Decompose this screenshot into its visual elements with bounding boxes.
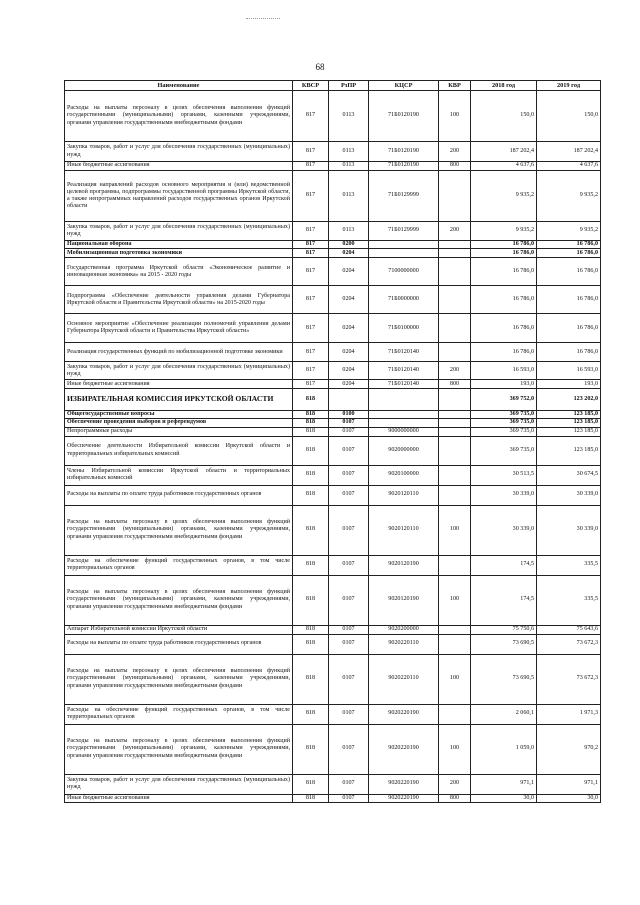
cell-rzpr: 0107 xyxy=(329,794,369,802)
cell-kvr: 800 xyxy=(439,794,471,802)
cell-kcsr xyxy=(369,241,439,249)
cell-kcsr: 9020120190 xyxy=(369,555,439,575)
cell-y2018: 16 786,0 xyxy=(471,258,537,286)
cell-rzpr: 0204 xyxy=(329,362,369,380)
cell-name: Общегосударственные вопросы xyxy=(65,411,293,419)
cell-y2018: 30 339,0 xyxy=(471,505,537,555)
table-row xyxy=(65,465,601,485)
cell-kcsr: 71Б0120140 xyxy=(369,343,439,362)
cell-kvsr: 818 xyxy=(293,411,329,419)
cell-name: Реализация направлений расходов основного мероприятия и (или) ведомственной целевой программы, подпрограммы государственной программы Иркутской области, а также непрограммных направлений расходов государственных органов Иркутской области xyxy=(65,171,293,222)
table-row xyxy=(65,704,601,724)
table-row xyxy=(65,142,601,162)
header-kcsr: КЦСР xyxy=(369,81,439,91)
cell-y2019: 187 202,4 xyxy=(537,142,601,162)
cell-name: Расходы на выплаты персоналу в целях обеспечения выполнения функций государственными (муниципальными) органами, казенными учреждениями, органами управления государственными внебюджетными фондами xyxy=(65,505,293,555)
cell-name: Обеспечение проведения выборов и референдумов xyxy=(65,419,293,427)
cell-name: Закупка товаров, работ и услуг для обеспечения государственных (муниципальных) нужд xyxy=(65,142,293,162)
cell-kcsr: 9020100000 xyxy=(369,465,439,485)
cell-y2019: 16 786,0 xyxy=(537,249,601,258)
cell-kvr: 100 xyxy=(439,575,471,625)
cell-rzpr: 0107 xyxy=(329,555,369,575)
cell-y2018: 75 750,6 xyxy=(471,625,537,634)
cell-name: ИЗБИРАТЕЛЬНАЯ КОМИССИЯ ИРКУТСКОЙ ОБЛАСТИ xyxy=(65,389,293,411)
cell-y2018: 73 690,5 xyxy=(471,634,537,654)
cell-y2019: 16 786,0 xyxy=(537,241,601,249)
cell-rzpr: 0204 xyxy=(329,286,369,314)
cell-kvr xyxy=(439,171,471,222)
cell-kvr xyxy=(439,241,471,249)
cell-name: Расходы на выплаты персоналу в целях обеспечения выполнения функций государственными (муниципальными) органами, казенными учреждениями, органами управления государственными внебюджетными фондами xyxy=(65,724,293,774)
cell-rzpr: 0107 xyxy=(329,634,369,654)
cell-kvr: 100 xyxy=(439,505,471,555)
cell-y2019: 30 674,5 xyxy=(537,465,601,485)
cell-y2019: 30 339,0 xyxy=(537,485,601,505)
cell-kvr xyxy=(439,389,471,411)
table-row xyxy=(65,162,601,171)
cell-kcsr: 9020220190 xyxy=(369,774,439,794)
cell-rzpr: 0107 xyxy=(329,704,369,724)
cell-kvsr: 818 xyxy=(293,774,329,794)
cell-rzpr: 0107 xyxy=(329,724,369,774)
cell-kvr xyxy=(439,314,471,343)
cell-y2018: 2 060,1 xyxy=(471,704,537,724)
cell-y2019: 16 786,0 xyxy=(537,314,601,343)
cell-kcsr: 9020220190 xyxy=(369,794,439,802)
table-row xyxy=(65,314,601,343)
cell-kvsr: 817 xyxy=(293,222,329,241)
cell-y2019: 75 643,6 xyxy=(537,625,601,634)
table-header-row xyxy=(65,81,601,91)
table-row xyxy=(65,343,601,362)
cell-kcsr: 9020120110 xyxy=(369,485,439,505)
cell-y2019: 30 339,0 xyxy=(537,505,601,555)
cell-rzpr: 0100 xyxy=(329,411,369,419)
cell-kvsr: 817 xyxy=(293,171,329,222)
cell-kvsr: 818 xyxy=(293,575,329,625)
cell-kvr: 800 xyxy=(439,380,471,389)
cell-y2019: 123 185,0 xyxy=(537,427,601,436)
cell-y2018: 16 786,0 xyxy=(471,249,537,258)
cell-kvr xyxy=(439,249,471,258)
cell-kcsr: 71Б0100000 xyxy=(369,314,439,343)
cell-kvr xyxy=(439,258,471,286)
cell-kvsr: 817 xyxy=(293,314,329,343)
cell-name: Обеспечение деятельности Избирательной комиссии Иркутской области и территориальных избирательных комиссий xyxy=(65,436,293,465)
cell-y2019: 150,0 xyxy=(537,91,601,142)
table-body xyxy=(65,91,601,803)
cell-kcsr xyxy=(369,411,439,419)
cell-y2019: 73 672,3 xyxy=(537,654,601,704)
cell-y2019: 9 935,2 xyxy=(537,171,601,222)
cell-kvr: 800 xyxy=(439,162,471,171)
cell-kcsr: 9000000000 xyxy=(369,427,439,436)
cell-y2019: 970,2 xyxy=(537,724,601,774)
table-row xyxy=(65,505,601,555)
cell-y2019: 123 185,0 xyxy=(537,411,601,419)
cell-name: Подпрограмма «Обеспечение деятельности управления делами Губернатора Иркутской области и Правительства Иркутской области» на 2015-2020 годы xyxy=(65,286,293,314)
cell-rzpr: 0204 xyxy=(329,380,369,389)
cell-kcsr: 71Б0120140 xyxy=(369,380,439,389)
cell-y2019: 9 935,2 xyxy=(537,222,601,241)
cell-kvr xyxy=(439,436,471,465)
header-kvsr: КВСР xyxy=(293,81,329,91)
table-row xyxy=(65,555,601,575)
cell-kvsr: 817 xyxy=(293,362,329,380)
cell-y2018: 16 786,0 xyxy=(471,343,537,362)
table-row xyxy=(65,380,601,389)
cell-y2018: 73 690,5 xyxy=(471,654,537,704)
table-row xyxy=(65,625,601,634)
table-row xyxy=(65,485,601,505)
cell-kcsr: 71Б0120190 xyxy=(369,142,439,162)
table-row xyxy=(65,91,601,142)
cell-y2018: 971,1 xyxy=(471,774,537,794)
cell-rzpr: 0107 xyxy=(329,575,369,625)
cell-kvr xyxy=(439,465,471,485)
cell-kvsr: 818 xyxy=(293,704,329,724)
cell-name: Аппарат Избирательной комиссии Иркутской области xyxy=(65,625,293,634)
cell-kcsr: 9020220110 xyxy=(369,634,439,654)
cell-kvsr: 817 xyxy=(293,286,329,314)
cell-rzpr: 0107 xyxy=(329,625,369,634)
table-row xyxy=(65,724,601,774)
cell-kvr xyxy=(439,485,471,505)
cell-name: Иные бюджетные ассигнования xyxy=(65,162,293,171)
cell-y2018: 16 786,0 xyxy=(471,314,537,343)
cell-rzpr: 0204 xyxy=(329,249,369,258)
cell-y2019: 16 786,0 xyxy=(537,258,601,286)
cell-name: Основное мероприятие «Обеспечение реализации полномочий управления делами Губернатора Иркутской области и Правительства Иркутской области» xyxy=(65,314,293,343)
cell-y2019: 193,0 xyxy=(537,380,601,389)
cell-name: Иные бюджетные ассигнования xyxy=(65,380,293,389)
cell-kvsr: 817 xyxy=(293,162,329,171)
cell-rzpr: 0200 xyxy=(329,241,369,249)
cell-kcsr xyxy=(369,389,439,411)
cell-kcsr: 9020000000 xyxy=(369,436,439,465)
cell-kcsr: 71Б0129999 xyxy=(369,171,439,222)
cell-rzpr: 0107 xyxy=(329,427,369,436)
table-row xyxy=(65,427,601,436)
cell-kvsr: 817 xyxy=(293,258,329,286)
cell-y2019: 16 593,0 xyxy=(537,362,601,380)
cell-y2019: 335,5 xyxy=(537,575,601,625)
cell-kvr xyxy=(439,419,471,427)
cell-y2019: 123 202,0 xyxy=(537,389,601,411)
cell-name: Государственная программа Иркутской области «Экономическое развитие и инновационная экономика» на 2015 - 2020 годы xyxy=(65,258,293,286)
cell-y2019: 30,0 xyxy=(537,794,601,802)
cell-name: Расходы на выплаты персоналу в целях обеспечения выполнения функций государственными (муниципальными) органами, казенными учреждениями, органами управления государственными внебюджетными фондами xyxy=(65,91,293,142)
cell-kvsr: 817 xyxy=(293,380,329,389)
cell-kvsr: 818 xyxy=(293,724,329,774)
cell-kvr: 200 xyxy=(439,774,471,794)
cell-kvsr: 817 xyxy=(293,249,329,258)
cell-kcsr: 9020220110 xyxy=(369,654,439,704)
cell-rzpr: 0107 xyxy=(329,465,369,485)
table-row xyxy=(65,436,601,465)
table-row xyxy=(65,654,601,704)
cell-name: Расходы на выплаты персоналу в целях обеспечения выполнения функций государственными (муниципальными) органами, казенными учреждениями, органами управления государственными внебюджетными фондами xyxy=(65,654,293,704)
cell-y2019: 16 786,0 xyxy=(537,286,601,314)
cell-kcsr xyxy=(369,249,439,258)
cell-y2018: 1 059,0 xyxy=(471,724,537,774)
cell-y2018: 9 935,2 xyxy=(471,222,537,241)
cell-name: Расходы на обеспечение функций государственных органов, в том числе территориальных органов xyxy=(65,555,293,575)
cell-kvsr: 818 xyxy=(293,419,329,427)
cell-y2019: 971,1 xyxy=(537,774,601,794)
cell-y2018: 150,0 xyxy=(471,91,537,142)
table-row xyxy=(65,362,601,380)
cell-name: Закупка товаров, работ и услуг для обеспечения государственных (муниципальных) нужд xyxy=(65,774,293,794)
budget-table xyxy=(64,80,601,803)
cell-rzpr: 0107 xyxy=(329,654,369,704)
cell-y2019: 1 971,3 xyxy=(537,704,601,724)
cell-kcsr: 9020220190 xyxy=(369,724,439,774)
cell-kvr xyxy=(439,625,471,634)
cell-y2018: 369 735,0 xyxy=(471,436,537,465)
cell-kvsr: 818 xyxy=(293,654,329,704)
table-row xyxy=(65,575,601,625)
cell-name: Закупка товаров, работ и услуг для обеспечения государственных (муниципальных) нужд xyxy=(65,362,293,380)
cell-rzpr: 0107 xyxy=(329,505,369,555)
cell-rzpr: 0113 xyxy=(329,91,369,142)
cell-kvsr: 818 xyxy=(293,389,329,411)
cell-kvsr: 818 xyxy=(293,625,329,634)
cell-kcsr: 71Б0120190 xyxy=(369,91,439,142)
cell-kvr: 200 xyxy=(439,142,471,162)
cell-y2018: 30,0 xyxy=(471,794,537,802)
cell-kvr xyxy=(439,411,471,419)
cell-kvsr: 817 xyxy=(293,343,329,362)
cell-name: Расходы на выплаты по оплате труда работников государственных органов xyxy=(65,485,293,505)
cell-kvsr: 817 xyxy=(293,241,329,249)
cell-kvsr: 818 xyxy=(293,465,329,485)
cell-kvr: 100 xyxy=(439,654,471,704)
cell-kvsr: 818 xyxy=(293,505,329,555)
cell-y2018: 9 935,2 xyxy=(471,171,537,222)
cell-kvsr: 818 xyxy=(293,436,329,465)
cell-name: Непрограммные расходы xyxy=(65,427,293,436)
cell-kcsr: 7100000000 xyxy=(369,258,439,286)
cell-kvr xyxy=(439,343,471,362)
cell-y2019: 4 637,6 xyxy=(537,162,601,171)
cell-kvr: 200 xyxy=(439,222,471,241)
table-row xyxy=(65,634,601,654)
header-kvr: КВР xyxy=(439,81,471,91)
cell-y2018: 369 752,0 xyxy=(471,389,537,411)
cell-name: Расходы на выплаты по оплате труда работников государственных органов xyxy=(65,634,293,654)
cell-y2018: 174,5 xyxy=(471,555,537,575)
cell-name: Расходы на обеспечение функций государственных органов, в том числе территориальных органов xyxy=(65,704,293,724)
cell-y2018: 174,5 xyxy=(471,575,537,625)
cell-kvsr: 817 xyxy=(293,142,329,162)
cell-kvsr: 817 xyxy=(293,91,329,142)
cell-kvsr: 818 xyxy=(293,794,329,802)
cell-kcsr: 71Б0000000 xyxy=(369,286,439,314)
table-row xyxy=(65,419,601,427)
cell-y2018: 16 593,0 xyxy=(471,362,537,380)
table-row xyxy=(65,249,601,258)
cell-y2018: 187 202,4 xyxy=(471,142,537,162)
cell-kcsr: 9020220190 xyxy=(369,704,439,724)
table-row xyxy=(65,258,601,286)
table-row xyxy=(65,389,601,411)
table-row xyxy=(65,241,601,249)
cell-y2018: 4 637,6 xyxy=(471,162,537,171)
header-2019: 2019 год xyxy=(537,81,601,91)
cell-y2019: 16 786,0 xyxy=(537,343,601,362)
cell-y2019: 335,5 xyxy=(537,555,601,575)
cell-kvsr: 818 xyxy=(293,634,329,654)
cell-y2018: 16 786,0 xyxy=(471,241,537,249)
cell-rzpr: 0113 xyxy=(329,171,369,222)
cell-rzpr: 0107 xyxy=(329,436,369,465)
cell-y2019: 123 185,0 xyxy=(537,419,601,427)
cell-y2018: 193,0 xyxy=(471,380,537,389)
cell-kvr xyxy=(439,704,471,724)
table-row xyxy=(65,774,601,794)
cell-rzpr: 0113 xyxy=(329,162,369,171)
cell-kvr xyxy=(439,555,471,575)
table-row xyxy=(65,286,601,314)
table-row xyxy=(65,794,601,802)
cell-y2018: 30 339,0 xyxy=(471,485,537,505)
cell-y2018: 369 735,0 xyxy=(471,427,537,436)
table-row xyxy=(65,171,601,222)
cell-kcsr xyxy=(369,419,439,427)
cell-name: Реализация государственных функций по мобилизационной подготовке экономики xyxy=(65,343,293,362)
table-row xyxy=(65,411,601,419)
cell-kvr: 200 xyxy=(439,362,471,380)
cell-name: Члены Избирательной комиссии Иркутской области и территориальных избирательных комиссий xyxy=(65,465,293,485)
cell-y2018: 30 513,5 xyxy=(471,465,537,485)
cell-rzpr: 0113 xyxy=(329,222,369,241)
cell-name: Национальная оборона xyxy=(65,241,293,249)
cell-rzpr: 0204 xyxy=(329,343,369,362)
cell-kcsr: 9020200000 xyxy=(369,625,439,634)
header-name: Наименование xyxy=(65,81,293,91)
cell-name: Закупка товаров, работ и услуг для обеспечения государственных (муниципальных) нужд xyxy=(65,222,293,241)
cell-y2018: 369 735,0 xyxy=(471,419,537,427)
cell-kvsr: 818 xyxy=(293,555,329,575)
page-number: 68 xyxy=(315,62,325,72)
cell-kvr xyxy=(439,427,471,436)
cell-y2019: 123 185,0 xyxy=(537,436,601,465)
cell-y2019: 73 672,3 xyxy=(537,634,601,654)
cell-kcsr: 71Б0120190 xyxy=(369,162,439,171)
cell-rzpr: 0204 xyxy=(329,258,369,286)
cell-rzpr: 0107 xyxy=(329,419,369,427)
cell-kvr xyxy=(439,286,471,314)
header-2018: 2018 год xyxy=(471,81,537,91)
cell-rzpr: 0107 xyxy=(329,774,369,794)
cell-name: Иные бюджетные ассигнования xyxy=(65,794,293,802)
cell-kvr: 100 xyxy=(439,91,471,142)
header-rzpr: РзПР xyxy=(329,81,369,91)
cell-name: Расходы на выплаты персоналу в целях обеспечения выполнения функций государственными (муниципальными) органами, казенными учреждениями, органами управления государственными внебюджетными фондами xyxy=(65,575,293,625)
cell-kcsr: 9020120190 xyxy=(369,575,439,625)
cell-y2018: 369 735,0 xyxy=(471,411,537,419)
cell-rzpr: 0204 xyxy=(329,314,369,343)
cell-rzpr: 0113 xyxy=(329,142,369,162)
scan-mark xyxy=(246,18,280,19)
cell-name: Мобилизационная подготовка экономики xyxy=(65,249,293,258)
cell-y2018: 16 786,0 xyxy=(471,286,537,314)
cell-kcsr: 71Б0129999 xyxy=(369,222,439,241)
cell-kcsr: 71Б0120140 xyxy=(369,362,439,380)
cell-kcsr: 9020120110 xyxy=(369,505,439,555)
cell-kvr xyxy=(439,634,471,654)
table-row xyxy=(65,222,601,241)
cell-rzpr: 0107 xyxy=(329,485,369,505)
cell-kvsr: 818 xyxy=(293,485,329,505)
cell-kvsr: 818 xyxy=(293,427,329,436)
cell-rzpr xyxy=(329,389,369,411)
cell-kvr: 100 xyxy=(439,724,471,774)
